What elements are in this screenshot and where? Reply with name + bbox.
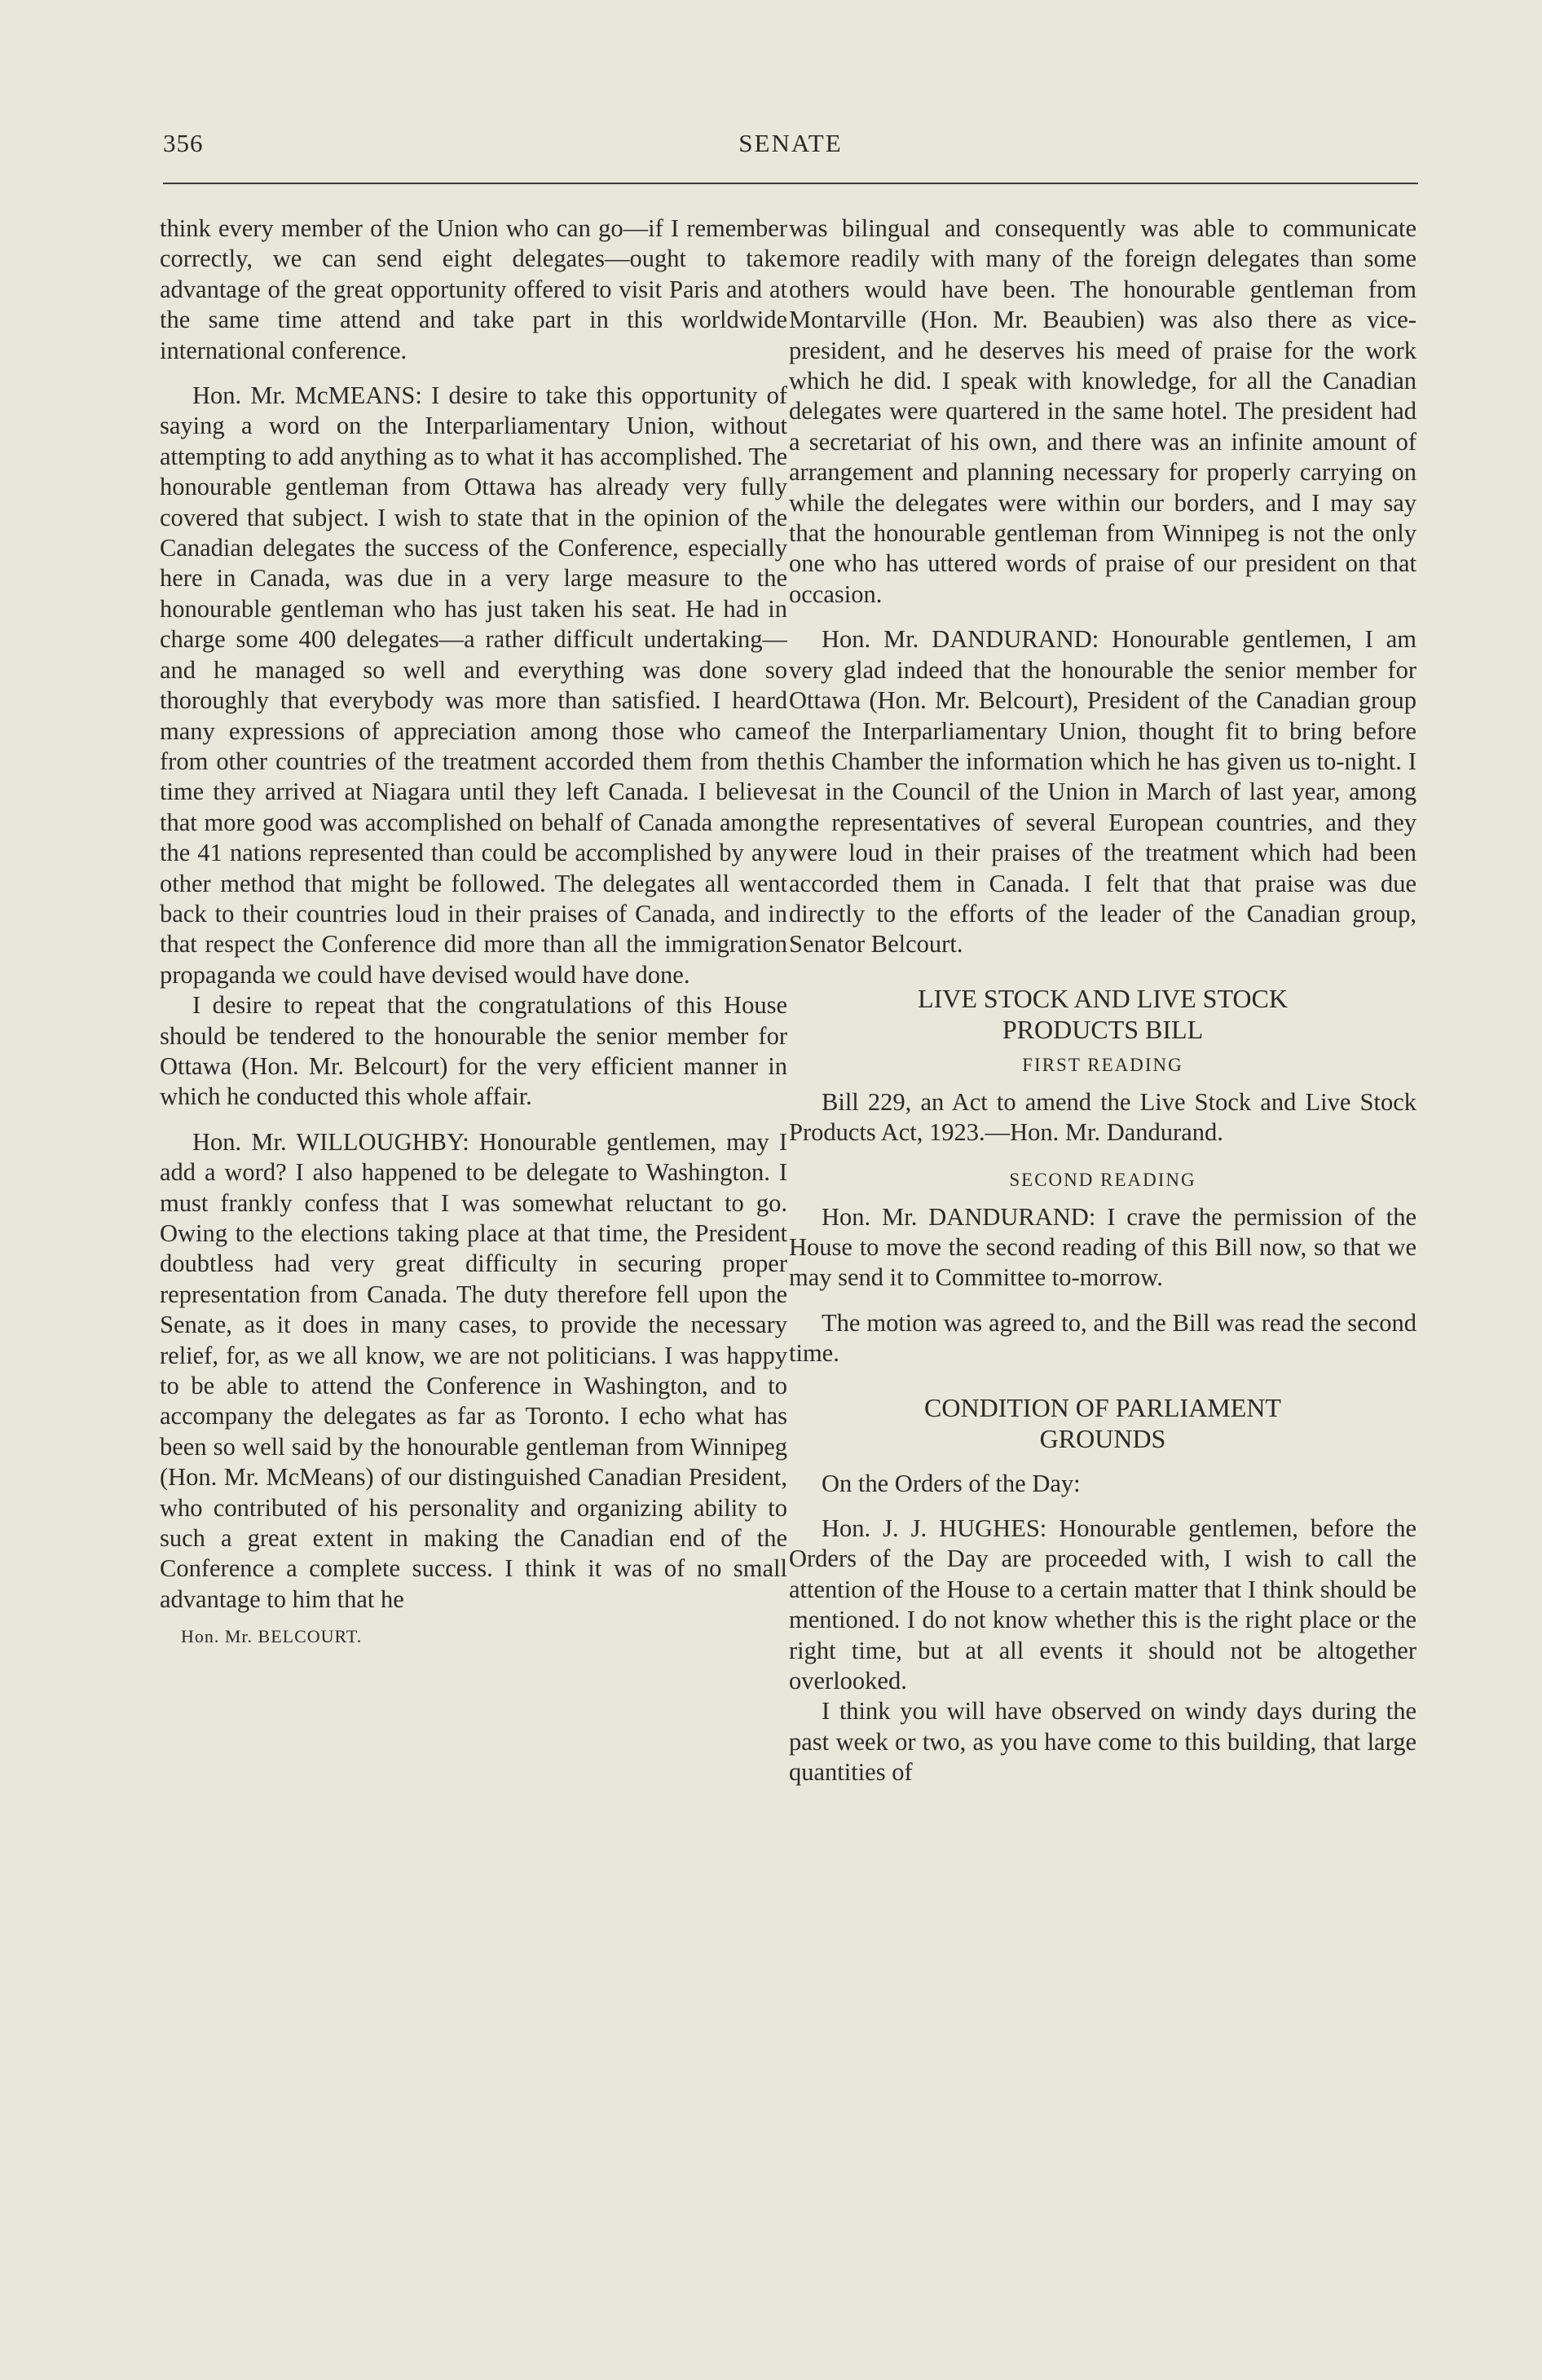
- running-title: SENATE: [738, 129, 843, 157]
- left-column: [160, 214, 787, 2284]
- paragraph-willoughby-continued: was bilingual and consequently was able to communicate more readily with many of the foreign delegates than some others would have been. The honourable gentleman from Montarville (Hon. Mr. Beaubien) was also there as vice-president, and he deserves his meed of praise for the work which he did. I speak with knowledge, for all the Canadian delegates were quartered in the same hotel. The president had a secretariat of his own, and there was an infinite amount of arrangement and planning necessary for properly carrying on while the delegates were within our borders, and I may say that the honourable gentleman from Winnipeg is not the only one who has uttered words of praise of our president on that occasion.: [789, 214, 1416, 608]
- paragraph-hughes: Hon. J. J. HUGHES: Honourable gentlemen, before the Orders of the Day are proceeded with, I wish to call the attention of the House to a certain matter that I think should be mentioned. I do not know whether this is the right place or the right time, but at all events it should not be altogether overlooked.: [789, 1514, 1416, 1695]
- paragraph-willoughby: Hon. Mr. WILLOUGHBY: Honourable gentlemen, may I add a word? I also happened to be delegate to Washington. I must frankly confess that I was somewhat reluctant to go. Owing to the elections taking place at that time, the President doubtless had very great difficulty in securing proper representation from Canada. The duty therefore fell upon the Senate, as it does in many cases, to provide the necessary relief, for, as we all know, we are not politicians. I was happy to be able to attend the Conference in Washington, and to accompany the delegates as far as Toronto. I echo what has been so well said by the honourable gentleman from Winnipeg (Hon. Mr. McMeans) of our distinguished Canadian President, who contributed of his personality and organizing ability to such a great extent in making the Canadian end of the Conference a complete success. I think it was of no small advantage to him that he: [160, 1127, 787, 1613]
- paragraph-congratulations: I desire to repeat that the congratulations of this House should be tendered to the honourable the senior member for Ottawa (Hon. Mr. Belcourt) for the very efficient manner in which he conducted this whole affair.: [160, 991, 787, 1111]
- right-column: [789, 214, 1416, 2284]
- paragraph-orders-of-day: On the Orders of the Day:: [822, 1469, 1081, 1497]
- paragraph-continuation: think every member of the Union who can go—if I remember correctly, we can send eight delegates—ought to take advantage of the great opportunity offered to visit Paris and at the same time attend and take part in this worldwide international conference.: [160, 214, 787, 364]
- paragraph-dandurand: Hon. Mr. DANDURAND: Honourable gentlemen, I am very glad indeed that the honourable the senior member for Ottawa (Hon. Mr. Belcourt), President of the Canadian group of the Interparliamentary Union, thought fit to bring before this Chamber the information which he has given us to-night. I sat in the Council of the Union in March of last year, among the representatives of several European countries, and they were loud in their praises of the treatment which had been accorded them in Canada. I felt that that praise was due directly to the efforts of the leader of the Canadian group, Senator Belcourt.: [789, 625, 1416, 959]
- paragraph-bill-229: Bill 229, an Act to amend the Live Stock and Live Stock Products Act, 1923.—Hon. Mr. Dandurand.: [789, 1087, 1416, 1147]
- paragraph-motion-agreed: The motion was agreed to, and the Bill was read the second time.: [789, 1308, 1416, 1368]
- paragraph-windy-days: I think you will have observed on windy days during the past week or two, as you have come to this building, that large quantities of: [789, 1697, 1416, 1787]
- page-header: [163, 129, 1418, 163]
- heading-line: PRODUCTS BILL: [1002, 1014, 1204, 1044]
- header-rule: [163, 183, 1418, 184]
- paragraph-second-reading: Hon. Mr. DANDURAND: I crave the permission of the House to move the second reading of this Bill now, so that we may send it to Committee to-morrow.: [789, 1202, 1416, 1292]
- heading-line: GROUNDS: [1039, 1423, 1166, 1453]
- heading-line: CONDITION OF PARLIAMENT: [924, 1392, 1281, 1422]
- footer-speaker-name: Hon. Mr. BELCOURT.: [181, 1626, 363, 1647]
- page-number: 356: [163, 129, 204, 157]
- section-heading-live-stock: [789, 983, 1416, 1045]
- paragraph-mcmeans: Hon. Mr. McMEANS: I desire to take this opportunity of saying a word on the Interparliamentary Union, without attempting to add anything as to what it has accomplished. The honourable gentleman from Ottawa has already very fully covered that subject. I wish to state that in the opinion of the Canadian delegates the success of the Conference, especially here in Canada, was due in a very large measure to the honourable gentleman who has just taken his seat. He had in charge some 400 delegates—a rather difficult undertaking—and he managed so well and everything was done so thoroughly that everybody was more than satisfied. I heard many expressions of appreciation among those who came from other countries of the treatment accorded them from the time they arrived at Niagara until they left Canada. I believe that more good was accomplished on behalf of Canada among the 41 nations represented than could be accomplished by any other method that might be followed. The delegates all went back to their countries loud in their praises of Canada, and in that respect the Conference did more than all the immigration propaganda we could have devised would have done.: [160, 381, 787, 989]
- first-reading-label: FIRST READING: [1022, 1054, 1183, 1075]
- section-heading-parliament-grounds: [789, 1392, 1416, 1454]
- second-reading-label: SECOND READING: [1009, 1169, 1196, 1190]
- heading-line: LIVE STOCK AND LIVE STOCK: [918, 983, 1288, 1013]
